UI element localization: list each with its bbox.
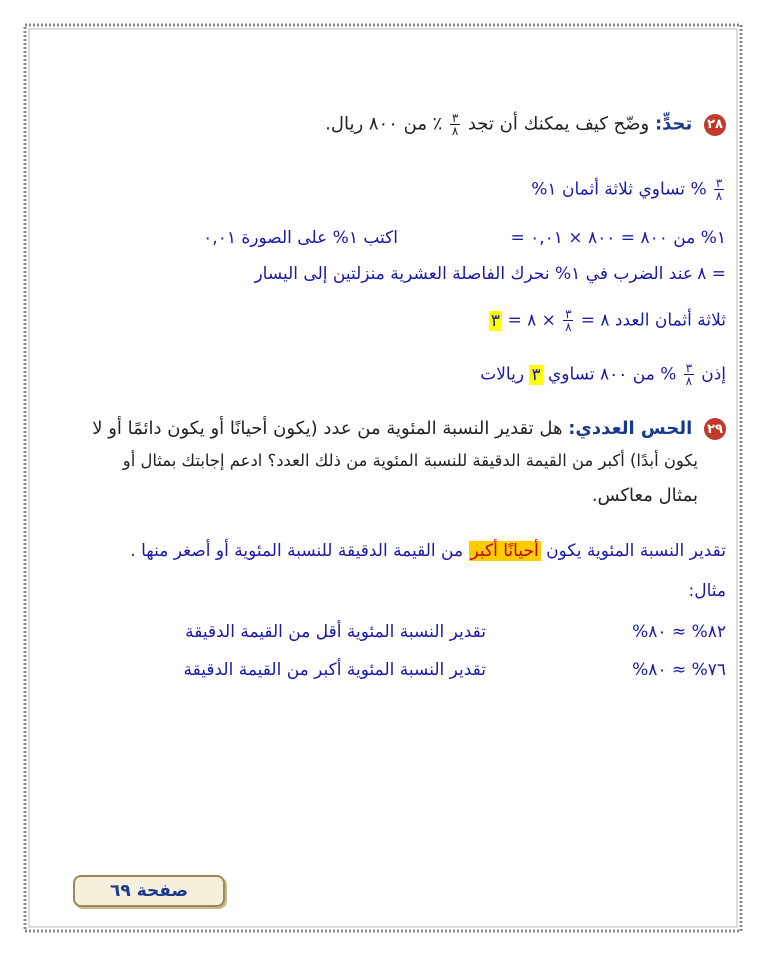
solution-29-answer: تقدير النسبة المئوية يكون أحيانًا أكبر من القيمة الدقيقة للنسبة المئوية أو أصغر منها . — [130, 541, 726, 561]
problem-text-end: ٪ من ٨٠٠ ريال. — [325, 113, 443, 135]
problem-28 — [325, 112, 726, 137]
answer-highlight: ٣ — [490, 310, 501, 331]
fraction: $\frac{٣}{٨}$ — [715, 176, 723, 203]
fraction: $\frac{٣}{٨}$ — [685, 361, 693, 388]
example-1-text: تقدير النسبة المئوية أقل من القيمة الدقيقة — [185, 622, 486, 642]
page-border — [22, 22, 744, 934]
example-1-math: ٨٢% ≈ ٨٠% — [632, 622, 726, 642]
problem-29-line-3: بمثال معاكس. — [591, 485, 698, 506]
answer-highlight: ٣ — [531, 364, 541, 385]
solution-line-3-math: = ٨ — [697, 264, 726, 284]
problem-number: ٢٩ — [704, 418, 726, 440]
example-label: مثال: — [688, 581, 726, 601]
problem-number: ٢٨ — [704, 114, 726, 136]
example-2-text: تقدير النسبة المئوية أكبر من القيمة الدقيقة — [183, 660, 486, 680]
example-2-math: ٧٦% ≈ ٨٠% — [632, 660, 726, 680]
problem-text: هل تقدير النسبة المئوية من عدد (يكون أحيانًا أو يكون دائمًا أو لا — [92, 418, 563, 439]
problem-29-line-2: يكون أبدًا) أكبر من القيمة الدقيقة للنسبة المئوية من ذلك العدد؟ ادعم إجابتك بمثال أو — [122, 451, 698, 470]
fraction: $\frac{٣}{٨}$ — [565, 307, 572, 334]
solution-line-1: $\frac{٣}{٨}$ % تساوي ثلاثة أثمان ١% — [531, 176, 723, 203]
solution-line-3-note: عند الضرب في ١% نحرك الفاصلة العشرية منزلتين إلى اليسار — [254, 264, 693, 284]
answer-highlight: أحيانًا أكبر — [470, 541, 539, 561]
solution-line-2-math: ١% من ٨٠٠ = ٨٠٠ × ٠,٠١ = — [510, 228, 726, 248]
problem-keyword: تحدٍّ: — [654, 113, 693, 135]
problem-keyword: الحس العددي: — [568, 418, 693, 439]
solution-line-5: إذن $\frac{٣}{٨}$ % من ٨٠٠ تساوي ٣ ريالات — [480, 361, 726, 388]
problem-29 — [92, 418, 726, 440]
solution-line-4: ثلاثة أثمان العدد ٨ = $\frac{٣}{٨}$ × ٨ = ٣ — [490, 307, 726, 334]
page-number-badge: صفحة ٦٩ — [73, 875, 225, 907]
problem-text: وضّح كيف يمكنك أن تجد — [467, 113, 650, 135]
solution-line-2-note: اكتب ١% على الصورة ٠,٠١ — [203, 228, 398, 248]
fraction: $\frac{٣}{٨}$ — [451, 111, 459, 138]
